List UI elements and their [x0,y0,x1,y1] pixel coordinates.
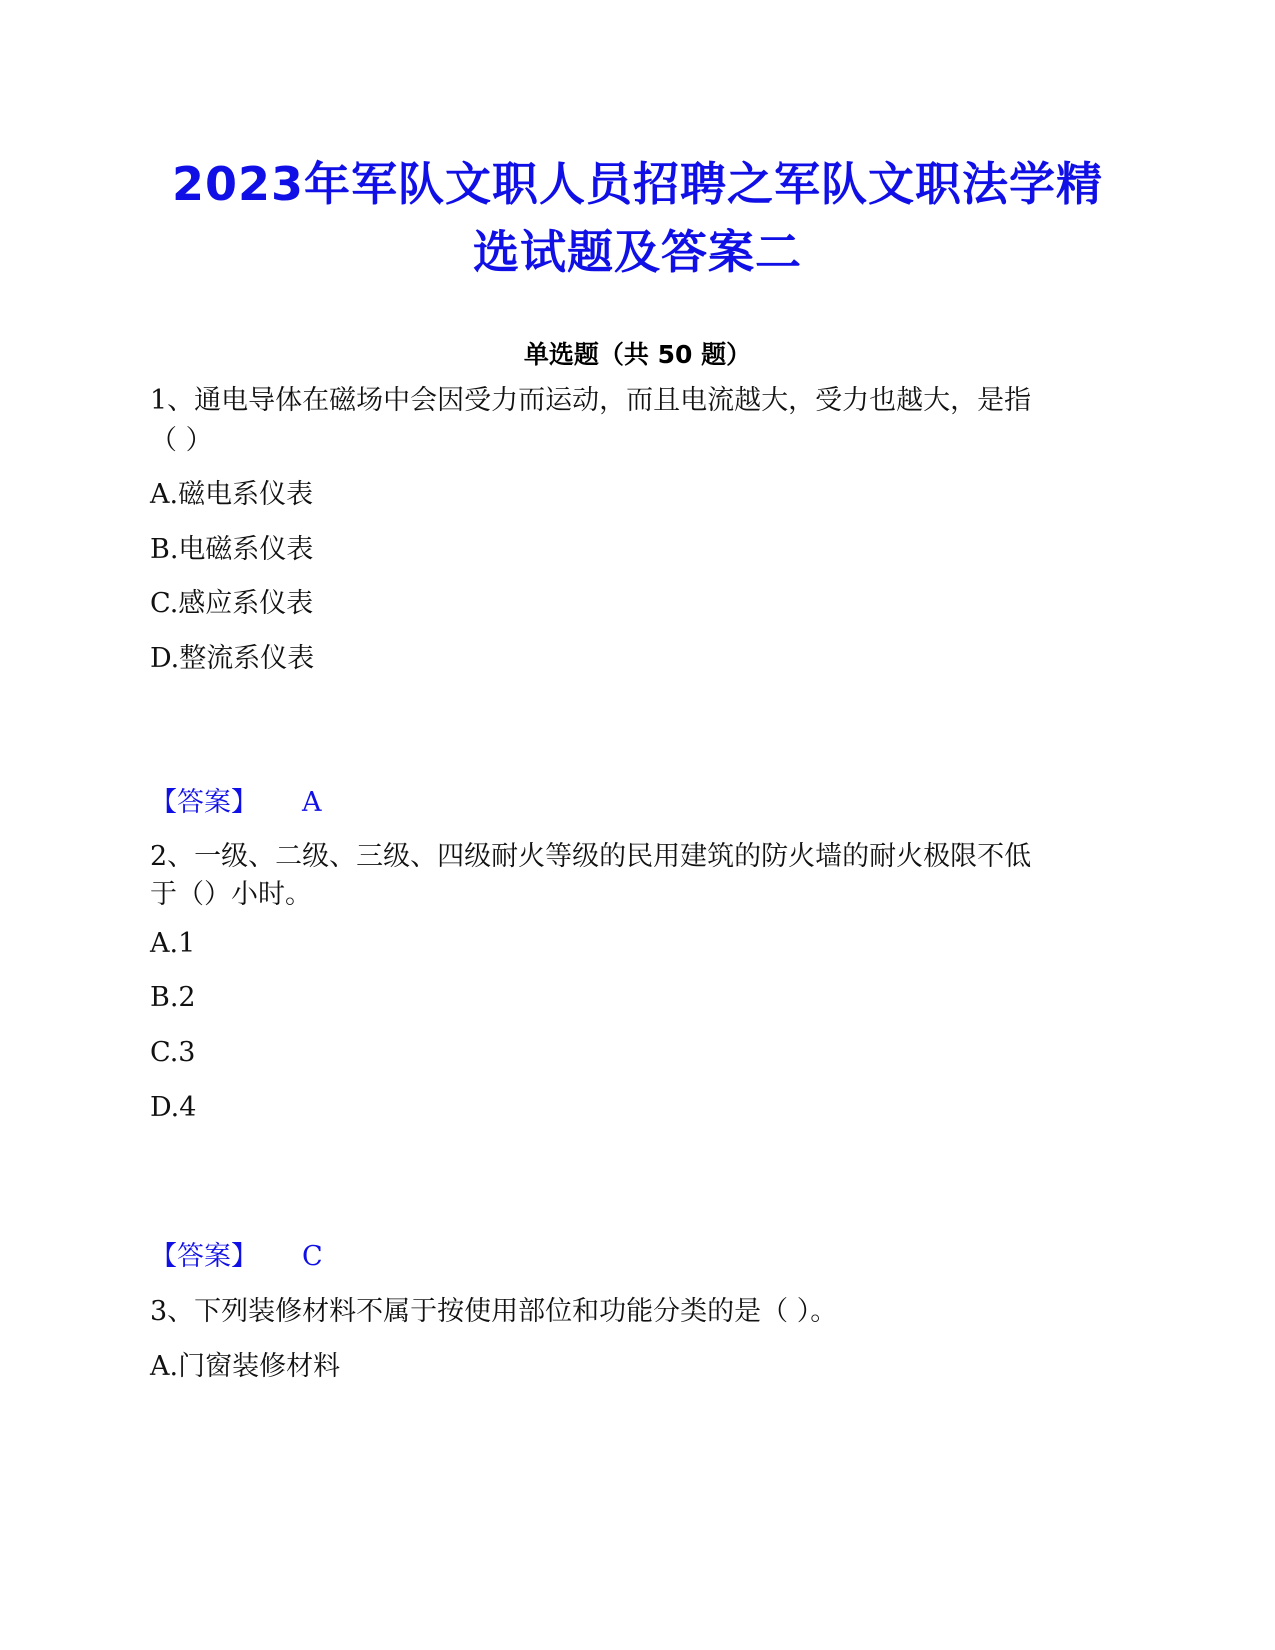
title-line-2: 选试题及答案二 [473,225,802,279]
answer-value: C [302,1241,323,1272]
question-3-stem-line-1: 3、下列装修材料不属于按使用部位和功能分类的是（ ）。 [150,1296,838,1327]
question-2-option-b: B.2 [150,982,196,1013]
question-2-option-d: D.4 [150,1092,197,1123]
question-1-stem-line-1: 1、通电导体在磁场中会因受力而运动，而且电流越大，受力也越大，是指 [150,385,1032,416]
question-2-stem-line-1: 2、一级、二级、三级、四级耐火等级的民用建筑的防火墙的耐火极限不低 [150,841,1032,872]
question-1-answer [150,780,322,819]
question-2-option-a: A.1 [150,928,196,959]
answer-label: 【答案】 [150,1241,258,1272]
question-1-option-d: D.整流系仪表 [150,643,315,674]
answer-value: A [302,787,322,818]
question-2-option-c: C.3 [150,1037,196,1068]
question-3-option-a: A.门窗装修材料 [150,1351,341,1382]
question-1-option-c: C.感应系仪表 [150,588,314,619]
question-1-option-a: A.磁电系仪表 [150,479,314,510]
title-line-1: 2023年军队文职人员招聘之军队文职法学精 [171,157,1104,211]
section-heading: 单选题（共 50 题） [523,340,752,369]
question-2-answer [150,1234,323,1273]
question-2-stem-line-2: 于（）小时。 [150,879,312,910]
question-1-stem-line-2: （ ） [150,425,213,456]
answer-label: 【答案】 [150,787,258,818]
question-1-option-b: B.电磁系仪表 [150,534,314,565]
document-title [130,150,1145,286]
